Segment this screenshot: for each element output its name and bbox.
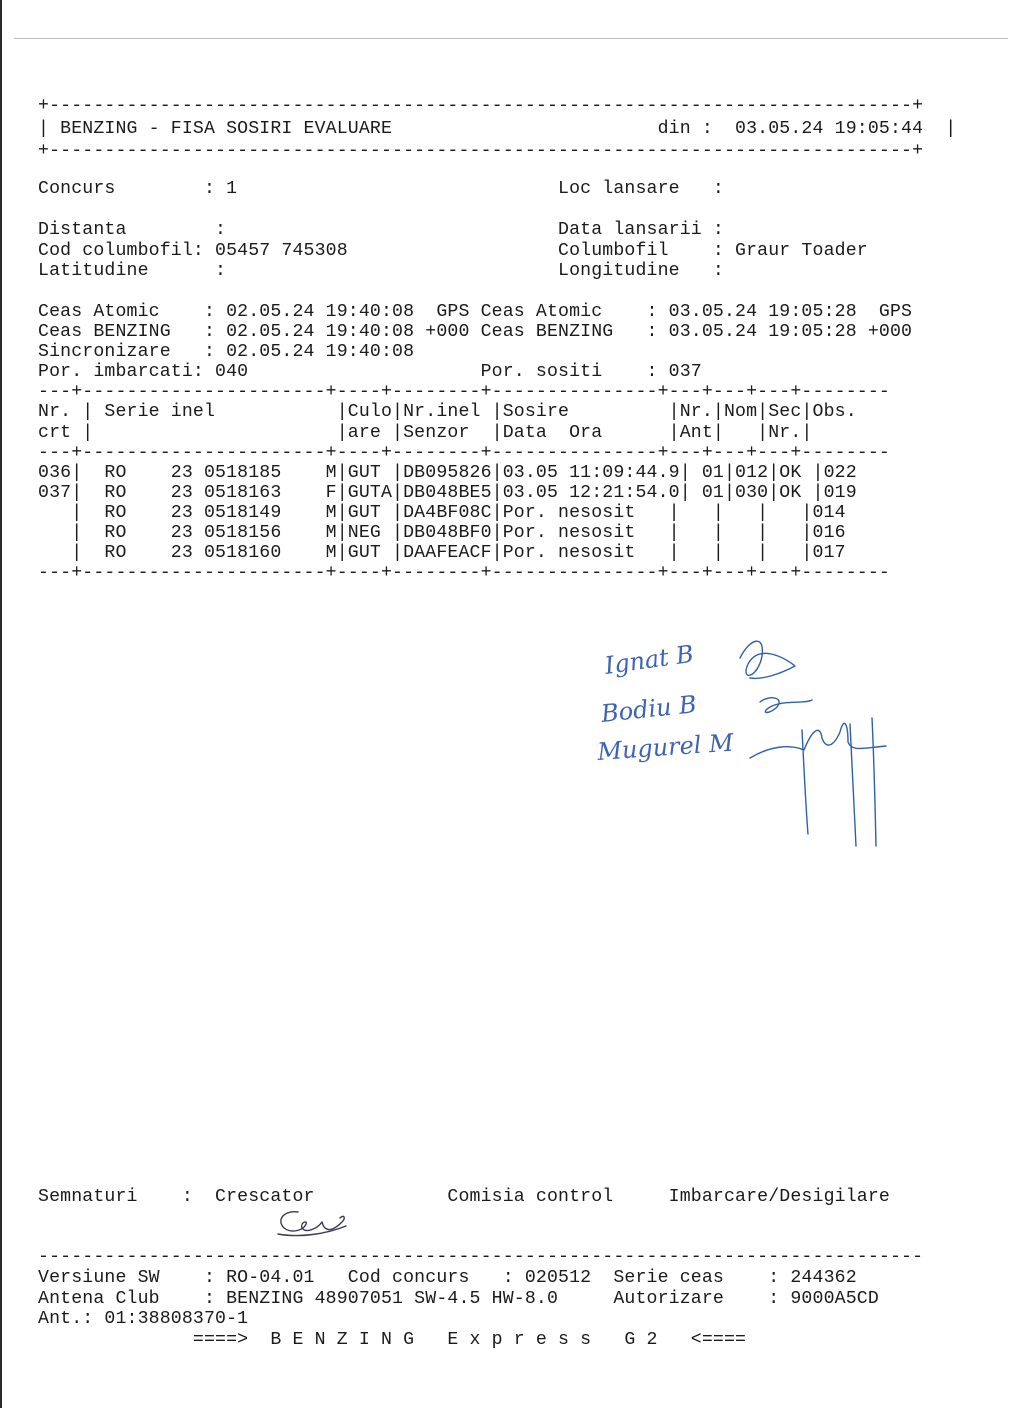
table-rule-bottom: ---+----------------------+----+--------+---------------+---+---+---+-------- [38, 563, 890, 583]
handwritten-name: Bodiu B [599, 690, 698, 728]
footer-dashes: -------------------------------------------------------------------------------- [38, 1247, 924, 1267]
info-concurs: Concurs : 1 Loc lansare : [38, 179, 724, 199]
info-latitudine: Latitudine : Longitudine : [38, 261, 724, 281]
header-bottom-border: +------------------------------------------------------------------------------+ [38, 141, 924, 161]
handwritten-name: Mugurel M [596, 728, 735, 766]
info-ceas-benzing: Ceas BENZING : 02.05.24 19:40:08 +000 Ceas BENZING : 03.05.24 19:05:28 +000 [38, 322, 913, 342]
footer-semnaturi: Semnaturi : Crescator Comisia control Imbarcare/Desigilare [38, 1187, 890, 1207]
info-ceas-atomic: Ceas Atomic : 02.05.24 19:40:08 GPS Ceas Atomic : 03.05.24 19:05:28 GPS [38, 302, 913, 322]
table-header-row-1: Nr. | Serie inel |Culo|Nr.inel |Sosire |Nr.|Nom|Sec|Obs. [38, 402, 857, 422]
footer-ant: Ant.: 01:38808370-1 [38, 1309, 249, 1329]
footer-versiune: Versiune SW : RO-04.01 Cod concurs : 020512 Serie ceas : 244362 [38, 1268, 857, 1288]
signature-stroke [850, 724, 856, 846]
footer-antena: Antena Club : BENZING 48907051 SW-4.5 HW-8.0 Autorizare : 9000A5CD [38, 1289, 879, 1309]
signature-stroke [872, 718, 876, 846]
signature-stroke [750, 723, 886, 758]
table-rule-mid: ---+----------------------+----+--------+---------------+---+---+---+-------- [38, 443, 890, 463]
handwritten-signatures [590, 620, 920, 860]
crescator-signature [270, 1200, 360, 1250]
scan-top-line [14, 38, 1008, 39]
info-cod-columbofil: Cod columbofil: 05457 745308 Columbofil : Graur Toader [38, 241, 868, 261]
table-row: 037| RO 23 0518163 F|GUTA|DB048BE5|03.05 12:21:54.0| 01|030|OK |019 [38, 483, 857, 503]
table-row: | RO 23 0518156 M|NEG |DB048BF0|Por. nesosit | | | |016 [38, 523, 846, 543]
signature-stroke [802, 730, 808, 834]
info-porumbei: Por. imbarcati: 040 Por. sositi : 037 [38, 362, 702, 382]
table-row: | RO 23 0518149 M|GUT |DA4BF08C|Por. nesosit | | | |014 [38, 503, 846, 523]
header-title-line: | BENZING - FISA SOSIRI EVALUARE din : 03.05.24 19:05:44 | [38, 119, 957, 139]
info-sincronizare: Sincronizare : 02.05.24 19:40:08 [38, 342, 415, 362]
signature-stroke [740, 641, 795, 678]
table-row: 036| RO 23 0518185 M|GUT |DB095826|03.05 11:09:44.9| 01|012|OK |022 [38, 463, 857, 483]
info-distanta: Distanta : Data lansarii : [38, 220, 724, 240]
signature-stroke [281, 1212, 344, 1231]
table-rule-top: ---+----------------------+----+--------+---------------+---+---+---+-------- [38, 382, 890, 402]
footer-express: ====> B E N Z I N G E x p r e s s G 2 <==== [38, 1330, 747, 1350]
handwritten-name: Ignat B [602, 639, 696, 680]
signature-stroke [760, 698, 812, 713]
header-top-border: +------------------------------------------------------------------------------+ [38, 96, 924, 116]
table-row: | RO 23 0518160 M|GUT |DAAFEACF|Por. nesosit | | | |017 [38, 543, 846, 563]
table-header-row-2: crt | |are |Senzor |Data Ora |Ant| |Nr.| [38, 423, 813, 443]
scan-edge [0, 0, 2, 1408]
